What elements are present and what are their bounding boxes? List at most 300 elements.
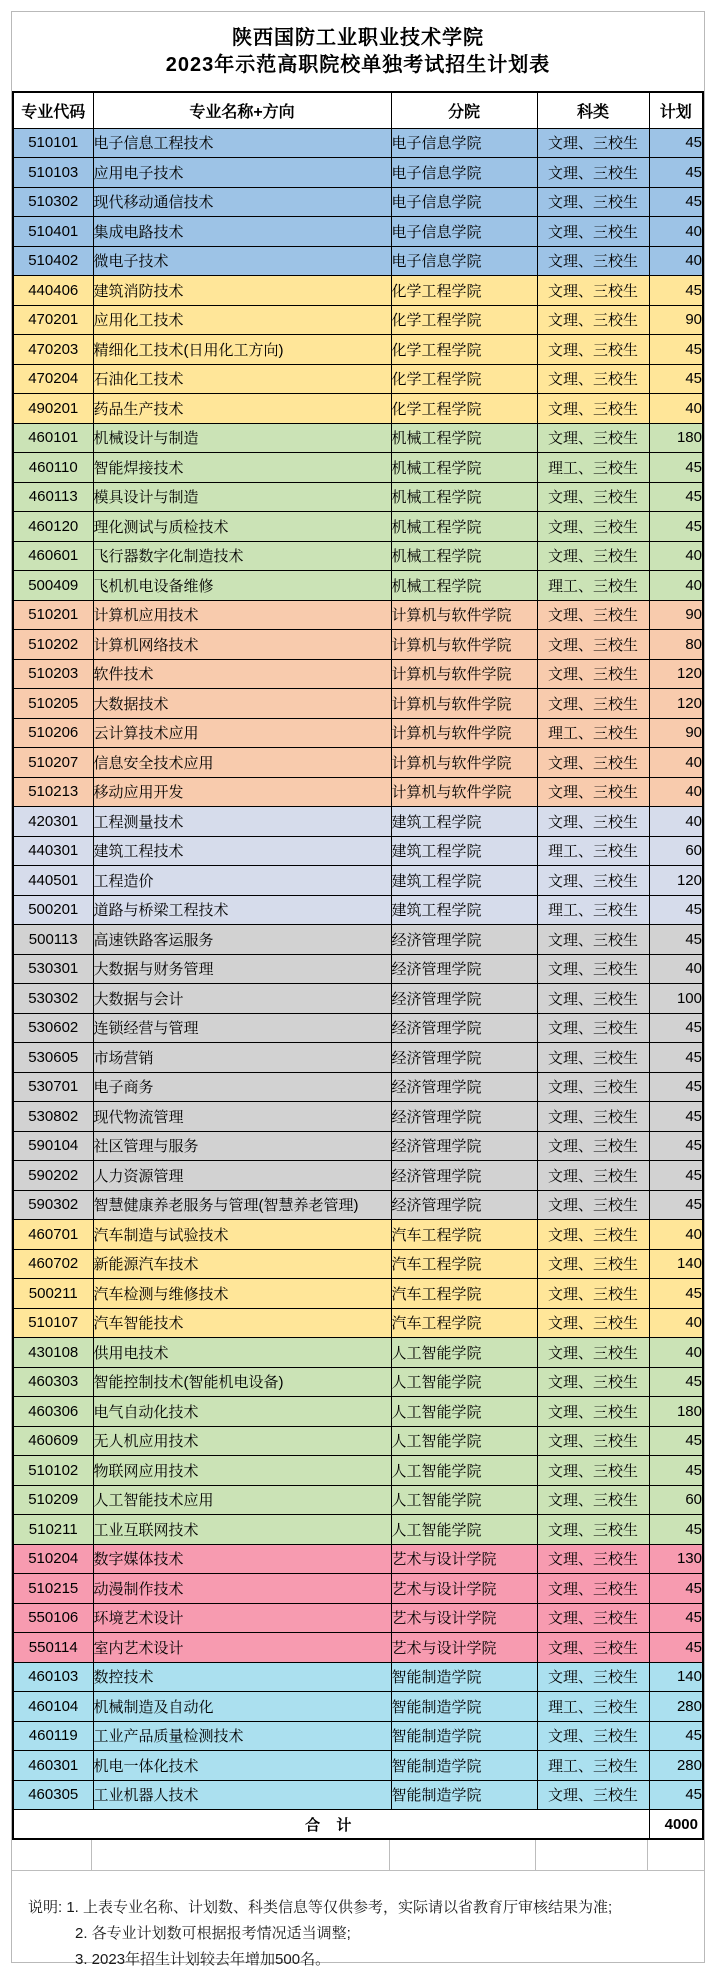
cell-name: 智慧健康养老服务与管理(智慧养老管理) <box>93 1190 391 1220</box>
table-row <box>13 1220 703 1250</box>
table-row <box>13 128 703 158</box>
cell-plan: 45 <box>649 1515 703 1545</box>
cell-code: 510206 <box>13 718 93 748</box>
cell-plan: 140 <box>649 1249 703 1279</box>
note-item-1: 1. 上表专业名称、计划数、科类信息等仅供参考，实际请以省教育厅审核结果为准; <box>66 1899 613 1916</box>
cell-plan: 280 <box>649 1692 703 1722</box>
table-row <box>13 1131 703 1161</box>
cell-name: 工业产品质量检测技术 <box>93 1721 391 1751</box>
table-row <box>13 1102 703 1132</box>
table-row <box>13 482 703 512</box>
table-row <box>13 866 703 896</box>
cell-code: 500113 <box>13 925 93 955</box>
cell-plan: 45 <box>649 1456 703 1486</box>
cell-plan: 40 <box>649 777 703 807</box>
col-header-code: 专业代码 <box>13 92 93 128</box>
cell-plan: 40 <box>649 217 703 247</box>
table-row <box>13 925 703 955</box>
cell-category: 文理、三校生 <box>537 246 649 276</box>
table-row <box>13 1662 703 1692</box>
cell-category: 理工、三校生 <box>537 453 649 483</box>
empty-spreadsheet-row <box>12 1840 704 1871</box>
cell-plan: 45 <box>649 158 703 188</box>
cell-code: 510302 <box>13 187 93 217</box>
cell-college: 机械工程学院 <box>391 512 537 542</box>
notes <box>12 1871 704 1973</box>
cell-code: 460101 <box>13 423 93 453</box>
cell-category: 文理、三校生 <box>537 630 649 660</box>
cell-college: 艺术与设计学院 <box>391 1544 537 1574</box>
cell-category: 文理、三校生 <box>537 1721 649 1751</box>
cell-name: 工程造价 <box>93 866 391 896</box>
table-row <box>13 1426 703 1456</box>
cell-name: 工业机器人技术 <box>93 1780 391 1810</box>
cell-name: 建筑消防技术 <box>93 276 391 306</box>
cell-category: 理工、三校生 <box>537 836 649 866</box>
cell-category: 文理、三校生 <box>537 1043 649 1073</box>
table-row <box>13 954 703 984</box>
table-row <box>13 1751 703 1781</box>
cell-college: 机械工程学院 <box>391 482 537 512</box>
cell-category: 文理、三校生 <box>537 394 649 424</box>
cell-category: 文理、三校生 <box>537 600 649 630</box>
cell-category: 文理、三校生 <box>537 335 649 365</box>
cell-college: 建筑工程学院 <box>391 866 537 896</box>
cell-code: 530301 <box>13 954 93 984</box>
cell-college: 艺术与设计学院 <box>391 1603 537 1633</box>
col-header-category: 科类 <box>537 92 649 128</box>
cell-plan: 45 <box>649 1131 703 1161</box>
cell-plan: 45 <box>649 1102 703 1132</box>
cell-category: 文理、三校生 <box>537 217 649 247</box>
cell-code: 500409 <box>13 571 93 601</box>
title-line-1: 陕西国防工业职业技术学院 <box>232 26 484 49</box>
cell-code: 590302 <box>13 1190 93 1220</box>
table-row <box>13 718 703 748</box>
table-row <box>13 600 703 630</box>
cell-code: 460601 <box>13 541 93 571</box>
cell-name: 集成电路技术 <box>93 217 391 247</box>
cell-name: 应用电子技术 <box>93 158 391 188</box>
table-row <box>13 984 703 1014</box>
cell-plan: 45 <box>649 1780 703 1810</box>
cell-name: 石油化工技术 <box>93 364 391 394</box>
table-row <box>13 1544 703 1574</box>
cell-plan: 60 <box>649 836 703 866</box>
cell-code: 510103 <box>13 158 93 188</box>
cell-category: 文理、三校生 <box>537 1131 649 1161</box>
cell-plan: 45 <box>649 453 703 483</box>
cell-name: 数字媒体技术 <box>93 1544 391 1574</box>
cell-plan: 40 <box>649 954 703 984</box>
cell-college: 经济管理学院 <box>391 925 537 955</box>
cell-college: 电子信息学院 <box>391 128 537 158</box>
col-header-name: 专业名称+方向 <box>93 92 391 128</box>
cell-code: 550114 <box>13 1633 93 1663</box>
cell-name: 工业互联网技术 <box>93 1515 391 1545</box>
cell-name: 建筑工程技术 <box>93 836 391 866</box>
cell-college: 计算机与软件学院 <box>391 718 537 748</box>
cell-name: 智能焊接技术 <box>93 453 391 483</box>
cell-category: 文理、三校生 <box>537 925 649 955</box>
cell-category: 文理、三校生 <box>537 1426 649 1456</box>
col-header-college: 分院 <box>391 92 537 128</box>
cell-category: 文理、三校生 <box>537 1662 649 1692</box>
table-row <box>13 1780 703 1810</box>
cell-plan: 40 <box>649 541 703 571</box>
cell-category: 文理、三校生 <box>537 1456 649 1486</box>
cell-name: 模具设计与制造 <box>93 482 391 512</box>
cell-code: 510202 <box>13 630 93 660</box>
cell-category: 理工、三校生 <box>537 571 649 601</box>
cell-code: 430108 <box>13 1338 93 1368</box>
cell-name: 汽车检测与维修技术 <box>93 1279 391 1309</box>
cell-name: 精细化工技术(日用化工方向) <box>93 335 391 365</box>
cell-college: 计算机与软件学院 <box>391 600 537 630</box>
cell-plan: 45 <box>649 128 703 158</box>
cell-plan: 180 <box>649 423 703 453</box>
table-row <box>13 1692 703 1722</box>
table-row <box>13 630 703 660</box>
cell-name: 信息安全技术应用 <box>93 748 391 778</box>
cell-name: 计算机应用技术 <box>93 600 391 630</box>
cell-name: 道路与桥梁工程技术 <box>93 895 391 925</box>
cell-name: 连锁经营与管理 <box>93 1013 391 1043</box>
cell-code: 510203 <box>13 659 93 689</box>
table-row <box>13 1043 703 1073</box>
cell-category: 文理、三校生 <box>537 984 649 1014</box>
cell-category: 文理、三校生 <box>537 1279 649 1309</box>
table-row <box>13 217 703 247</box>
table-row <box>13 1721 703 1751</box>
table-row <box>13 1338 703 1368</box>
cell-plan: 280 <box>649 1751 703 1781</box>
cell-plan: 45 <box>649 1190 703 1220</box>
cell-plan: 45 <box>649 1043 703 1073</box>
cell-name: 汽车智能技术 <box>93 1308 391 1338</box>
cell-name: 微电子技术 <box>93 246 391 276</box>
cell-category: 文理、三校生 <box>537 1603 649 1633</box>
cell-category: 文理、三校生 <box>537 1161 649 1191</box>
cell-code: 440301 <box>13 836 93 866</box>
cell-college: 智能制造学院 <box>391 1751 537 1781</box>
cell-plan: 90 <box>649 718 703 748</box>
cell-name: 数控技术 <box>93 1662 391 1692</box>
table-row <box>13 1367 703 1397</box>
notes-prefix: 说明: <box>28 1899 63 1916</box>
cell-code: 460120 <box>13 512 93 542</box>
table-row <box>13 1161 703 1191</box>
cell-plan: 40 <box>649 394 703 424</box>
cell-plan: 120 <box>649 689 703 719</box>
table-row <box>13 335 703 365</box>
cell-category: 文理、三校生 <box>537 1780 649 1810</box>
cell-plan: 45 <box>649 1367 703 1397</box>
total-value: 4000 <box>649 1810 703 1840</box>
cell-code: 510201 <box>13 600 93 630</box>
cell-college: 智能制造学院 <box>391 1721 537 1751</box>
cell-name: 物联网应用技术 <box>93 1456 391 1486</box>
cell-name: 汽车制造与试验技术 <box>93 1220 391 1250</box>
cell-college: 建筑工程学院 <box>391 807 537 837</box>
cell-college: 汽车工程学院 <box>391 1249 537 1279</box>
cell-college: 化学工程学院 <box>391 305 537 335</box>
cell-category: 文理、三校生 <box>537 1190 649 1220</box>
cell-name: 飞行器数字化制造技术 <box>93 541 391 571</box>
cell-code: 510204 <box>13 1544 93 1574</box>
cell-category: 理工、三校生 <box>537 895 649 925</box>
cell-college: 智能制造学院 <box>391 1692 537 1722</box>
cell-college: 经济管理学院 <box>391 1190 537 1220</box>
cell-college: 汽车工程学院 <box>391 1220 537 1250</box>
cell-category: 文理、三校生 <box>537 187 649 217</box>
cell-college: 经济管理学院 <box>391 1013 537 1043</box>
cell-college: 智能制造学院 <box>391 1780 537 1810</box>
table-row <box>13 659 703 689</box>
cell-code: 460119 <box>13 1721 93 1751</box>
cell-name: 云计算技术应用 <box>93 718 391 748</box>
cell-college: 电子信息学院 <box>391 187 537 217</box>
cell-name: 飞机机电设备维修 <box>93 571 391 601</box>
title-line-2: 2023年示范高职院校单独考试招生计划表 <box>165 53 551 76</box>
cell-plan: 40 <box>649 1338 703 1368</box>
cell-plan: 180 <box>649 1397 703 1427</box>
admission-plan-table <box>12 91 704 1840</box>
cell-name: 大数据技术 <box>93 689 391 719</box>
cell-plan: 40 <box>649 1220 703 1250</box>
cell-name: 市场营销 <box>93 1043 391 1073</box>
cell-code: 460303 <box>13 1367 93 1397</box>
cell-plan: 45 <box>649 512 703 542</box>
cell-college: 经济管理学院 <box>391 984 537 1014</box>
cell-code: 460113 <box>13 482 93 512</box>
cell-category: 文理、三校生 <box>537 1515 649 1545</box>
cell-category: 理工、三校生 <box>537 1692 649 1722</box>
cell-name: 智能控制技术(智能机电设备) <box>93 1367 391 1397</box>
header-row <box>13 92 703 128</box>
spreadsheet-page <box>11 11 705 1968</box>
table-row <box>13 777 703 807</box>
table-row <box>13 1633 703 1663</box>
cell-code: 460110 <box>13 453 93 483</box>
cell-college: 艺术与设计学院 <box>391 1633 537 1663</box>
cell-plan: 60 <box>649 1485 703 1515</box>
cell-college: 化学工程学院 <box>391 394 537 424</box>
cell-college: 智能制造学院 <box>391 1662 537 1692</box>
cell-name: 高速铁路客运服务 <box>93 925 391 955</box>
cell-code: 530701 <box>13 1072 93 1102</box>
cell-category: 文理、三校生 <box>537 807 649 837</box>
cell-plan: 90 <box>649 600 703 630</box>
cell-plan: 120 <box>649 659 703 689</box>
cell-college: 经济管理学院 <box>391 1131 537 1161</box>
cell-category: 文理、三校生 <box>537 1338 649 1368</box>
table-row <box>13 748 703 778</box>
cell-category: 文理、三校生 <box>537 1367 649 1397</box>
table-row <box>13 512 703 542</box>
table-row <box>13 1279 703 1309</box>
cell-category: 文理、三校生 <box>537 276 649 306</box>
table-row <box>13 689 703 719</box>
cell-college: 计算机与软件学院 <box>391 689 537 719</box>
cell-college: 汽车工程学院 <box>391 1308 537 1338</box>
cell-name: 供用电技术 <box>93 1338 391 1368</box>
cell-category: 文理、三校生 <box>537 1485 649 1515</box>
cell-category: 文理、三校生 <box>537 1397 649 1427</box>
cell-plan: 45 <box>649 1603 703 1633</box>
table-row <box>13 1190 703 1220</box>
cell-plan: 45 <box>649 1013 703 1043</box>
col-header-plan: 计划 <box>649 92 703 128</box>
cell-category: 文理、三校生 <box>537 1102 649 1132</box>
cell-name: 大数据与会计 <box>93 984 391 1014</box>
cell-category: 文理、三校生 <box>537 364 649 394</box>
cell-college: 人工智能学院 <box>391 1338 537 1368</box>
cell-code: 460306 <box>13 1397 93 1427</box>
plan-table-body <box>13 128 703 1810</box>
cell-name: 应用化工技术 <box>93 305 391 335</box>
cell-name: 室内艺术设计 <box>93 1633 391 1663</box>
table-row <box>13 836 703 866</box>
cell-college: 艺术与设计学院 <box>391 1574 537 1604</box>
cell-code: 460301 <box>13 1751 93 1781</box>
cell-code: 460609 <box>13 1426 93 1456</box>
cell-code: 460701 <box>13 1220 93 1250</box>
cell-college: 经济管理学院 <box>391 1102 537 1132</box>
cell-college: 经济管理学院 <box>391 1072 537 1102</box>
cell-name: 人力资源管理 <box>93 1161 391 1191</box>
cell-plan: 45 <box>649 1279 703 1309</box>
cell-college: 化学工程学院 <box>391 276 537 306</box>
cell-code: 500201 <box>13 895 93 925</box>
cell-plan: 120 <box>649 866 703 896</box>
cell-college: 计算机与软件学院 <box>391 777 537 807</box>
cell-category: 理工、三校生 <box>537 718 649 748</box>
cell-code: 510209 <box>13 1485 93 1515</box>
cell-name: 工程测量技术 <box>93 807 391 837</box>
cell-name: 社区管理与服务 <box>93 1131 391 1161</box>
cell-plan: 45 <box>649 895 703 925</box>
cell-code: 510107 <box>13 1308 93 1338</box>
table-row <box>13 1308 703 1338</box>
table-row <box>13 305 703 335</box>
cell-name: 大数据与财务管理 <box>93 954 391 984</box>
cell-name: 机械制造及自动化 <box>93 1692 391 1722</box>
cell-code: 510101 <box>13 128 93 158</box>
cell-name: 药品生产技术 <box>93 394 391 424</box>
cell-college: 经济管理学院 <box>391 954 537 984</box>
cell-name: 计算机网络技术 <box>93 630 391 660</box>
table-row <box>13 1574 703 1604</box>
cell-plan: 45 <box>649 335 703 365</box>
cell-college: 人工智能学院 <box>391 1456 537 1486</box>
cell-code: 510205 <box>13 689 93 719</box>
cell-plan: 45 <box>649 1161 703 1191</box>
cell-name: 电子信息工程技术 <box>93 128 391 158</box>
cell-plan: 45 <box>649 1633 703 1663</box>
cell-category: 文理、三校生 <box>537 423 649 453</box>
cell-college: 建筑工程学院 <box>391 836 537 866</box>
cell-category: 文理、三校生 <box>537 748 649 778</box>
cell-plan: 40 <box>649 246 703 276</box>
table-row <box>13 1456 703 1486</box>
table-row <box>13 246 703 276</box>
cell-category: 文理、三校生 <box>537 1072 649 1102</box>
cell-code: 510215 <box>13 1574 93 1604</box>
cell-category: 文理、三校生 <box>537 158 649 188</box>
cell-plan: 45 <box>649 187 703 217</box>
table-row <box>13 1013 703 1043</box>
cell-code: 490201 <box>13 394 93 424</box>
cell-plan: 130 <box>649 1544 703 1574</box>
cell-plan: 40 <box>649 748 703 778</box>
table-row <box>13 1603 703 1633</box>
cell-category: 文理、三校生 <box>537 1574 649 1604</box>
cell-code: 470204 <box>13 364 93 394</box>
cell-college: 化学工程学院 <box>391 335 537 365</box>
cell-college: 计算机与软件学院 <box>391 748 537 778</box>
cell-name: 电子商务 <box>93 1072 391 1102</box>
cell-college: 汽车工程学院 <box>391 1279 537 1309</box>
cell-college: 机械工程学院 <box>391 571 537 601</box>
table-row <box>13 394 703 424</box>
cell-code: 420301 <box>13 807 93 837</box>
cell-code: 550106 <box>13 1603 93 1633</box>
cell-college: 机械工程学院 <box>391 453 537 483</box>
table-row <box>13 571 703 601</box>
cell-college: 机械工程学院 <box>391 541 537 571</box>
cell-college: 机械工程学院 <box>391 423 537 453</box>
cell-name: 移动应用开发 <box>93 777 391 807</box>
cell-code: 500211 <box>13 1279 93 1309</box>
cell-name: 无人机应用技术 <box>93 1426 391 1456</box>
cell-code: 440501 <box>13 866 93 896</box>
cell-name: 新能源汽车技术 <box>93 1249 391 1279</box>
cell-plan: 40 <box>649 1308 703 1338</box>
cell-plan: 45 <box>649 482 703 512</box>
cell-category: 文理、三校生 <box>537 1633 649 1663</box>
cell-code: 530802 <box>13 1102 93 1132</box>
cell-name: 现代移动通信技术 <box>93 187 391 217</box>
cell-name: 动漫制作技术 <box>93 1574 391 1604</box>
cell-plan: 45 <box>649 1721 703 1751</box>
cell-category: 理工、三校生 <box>537 1751 649 1781</box>
cell-college: 化学工程学院 <box>391 364 537 394</box>
table-row <box>13 158 703 188</box>
cell-name: 机械设计与制造 <box>93 423 391 453</box>
cell-college: 计算机与软件学院 <box>391 630 537 660</box>
table-row <box>13 453 703 483</box>
cell-college: 人工智能学院 <box>391 1426 537 1456</box>
cell-code: 510207 <box>13 748 93 778</box>
cell-plan: 45 <box>649 1072 703 1102</box>
cell-college: 经济管理学院 <box>391 1043 537 1073</box>
cell-plan: 140 <box>649 1662 703 1692</box>
total-row <box>13 1810 703 1840</box>
cell-code: 530602 <box>13 1013 93 1043</box>
table-row <box>13 187 703 217</box>
cell-code: 460702 <box>13 1249 93 1279</box>
cell-name: 人工智能技术应用 <box>93 1485 391 1515</box>
table-row <box>13 541 703 571</box>
cell-name: 现代物流管理 <box>93 1102 391 1132</box>
total-label: 合 计 <box>13 1810 649 1840</box>
cell-category: 文理、三校生 <box>537 1013 649 1043</box>
cell-plan: 45 <box>649 1426 703 1456</box>
cell-plan: 40 <box>649 807 703 837</box>
cell-name: 环境艺术设计 <box>93 1603 391 1633</box>
note-line <box>28 1895 694 1921</box>
